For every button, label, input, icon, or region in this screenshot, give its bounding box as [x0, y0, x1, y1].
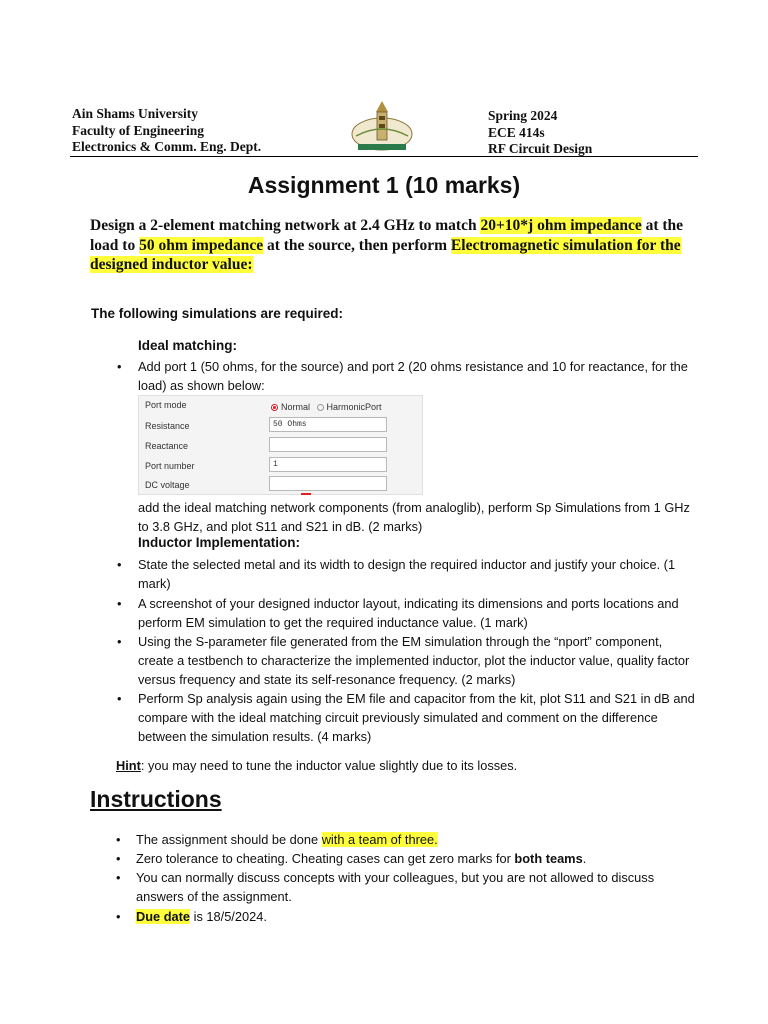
port-settings-panel — [138, 395, 423, 495]
mode-harmonic-label: HarmonicPort — [326, 402, 382, 412]
due-date-value: is 18/5/2024. — [190, 909, 267, 924]
intro-highlight-source-impedance: 50 ohm impedance — [139, 236, 264, 254]
bullet-icon: • — [116, 851, 121, 866]
instruction-team-text: The assignment should be done — [136, 832, 322, 847]
inductor-bullet-4: Perform Sp analysis again using the EM file and capacitor from the kit, plot S11 and S21 in dB and compare with the ideal matching circuit previously simulated and comment on the difference between the simulation results. (4 marks) — [138, 691, 695, 744]
intro-highlight-load-impedance: 20+10*j ohm impedance — [480, 217, 642, 234]
port-number-label: Port number — [145, 461, 195, 471]
page-title: Assignment 1 (10 marks) — [247, 172, 521, 198]
hint — [116, 756, 517, 775]
bullet-icon: • — [117, 359, 122, 374]
resistance-field: 50 Ohms — [269, 417, 387, 432]
instruction-due-date — [136, 907, 676, 926]
instruction-cheating-bold: both teams — [514, 851, 583, 866]
university-name: Ain Shams University — [72, 106, 199, 121]
course-code: ECE 414s — [488, 124, 545, 140]
red-marker — [301, 493, 311, 495]
instruction-cheating-end: . — [582, 851, 587, 866]
intro-text-3: at the source, then perform — [263, 236, 451, 254]
department-name: Electronics & Comm. Eng. Dept. — [72, 139, 262, 154]
dc-voltage-label: DC voltage — [145, 480, 190, 490]
faculty-name: Faculty of Engineering — [72, 122, 204, 138]
hint-label: Hint — [116, 758, 141, 773]
mode-normal-label: Normal — [281, 402, 311, 412]
radio-harmonic-icon — [317, 404, 324, 411]
radio-normal-icon — [271, 404, 278, 411]
intro-text-1: Design a 2-element matching network at 2.4 GHz to match — [90, 217, 481, 234]
bullet-icon: • — [116, 870, 121, 885]
port-number-field: 1 — [269, 457, 387, 472]
hint-text: : you may need to tune the inductor value slightly due to its losses. — [140, 758, 518, 773]
reactance-field — [269, 437, 387, 452]
instructions-heading: Instructions — [90, 786, 222, 812]
bullet-icon: • — [117, 691, 122, 706]
instruction-discussion: You can normally discuss concepts with your colleagues, but you are not allowed to discuss answers of the assignment. — [136, 870, 655, 904]
ideal-matching-bullet: Add port 1 (50 ohms, for the source) and port 2 (20 ohms resistance and 10 for reactance, for the load) as shown below: — [138, 359, 688, 393]
instruction-team — [136, 830, 676, 849]
bullet-icon: • — [117, 557, 122, 572]
inductor-bullet-2: A screenshot of your designed inductor layout, indicating its dimensions and ports locations and perform EM simulation to get the required inductance value. (1 mark) — [138, 596, 679, 630]
instruction-cheating — [136, 849, 676, 868]
reactance-label: Reactance — [145, 441, 189, 451]
header-university-block — [72, 106, 261, 156]
university-logo — [348, 98, 416, 156]
course-name: RF Circuit Design — [488, 141, 593, 156]
intro-text-2: at the load to — [90, 217, 684, 254]
assignment-description — [90, 216, 690, 275]
dc-voltage-field — [269, 476, 387, 491]
semester: Spring 2024 — [488, 108, 558, 123]
header-divider — [70, 156, 698, 157]
port-mode-label: Port mode — [145, 400, 187, 410]
bullet-icon: • — [117, 596, 122, 611]
ideal-matching-instructions: add the ideal matching network components (from analoglib), perform Sp Simulations from 1 GHz to 3.8 GHz, and plot S11 and S21 in dB. (2 marks) — [138, 500, 690, 534]
inductor-bullet-1: State the selected metal and its width to design the required inductor and justify your choice. (1 mark) — [138, 557, 676, 591]
bullet-icon: • — [116, 909, 121, 924]
instruction-cheating-text: Zero tolerance to cheating. Cheating cases can get zero marks for — [136, 851, 515, 866]
header-course-block — [488, 108, 592, 158]
ideal-matching-heading: Ideal matching: — [138, 338, 238, 353]
due-date-label: Due date — [136, 909, 191, 924]
resistance-label: Resistance — [145, 421, 190, 431]
bullet-icon: • — [117, 634, 122, 649]
inductor-implementation-heading: Inductor Implementation: — [138, 535, 300, 550]
bullet-icon: • — [116, 832, 121, 847]
intro-highlight-em-simulation: Electromagnetic simulation for the designed inductor value: — [90, 236, 681, 273]
port-mode-options — [271, 400, 382, 414]
requirements-heading: The following simulations are required: — [91, 306, 344, 321]
instruction-team-highlight: with a team of three. — [321, 832, 438, 847]
inductor-bullet-3: Using the S-parameter file generated from the EM simulation through the “nport” component, create a testbench to characterize the implemented inductor, plot the inductor value, quality factor versus frequency and state its self-resonance frequency. (2 marks) — [138, 634, 690, 687]
